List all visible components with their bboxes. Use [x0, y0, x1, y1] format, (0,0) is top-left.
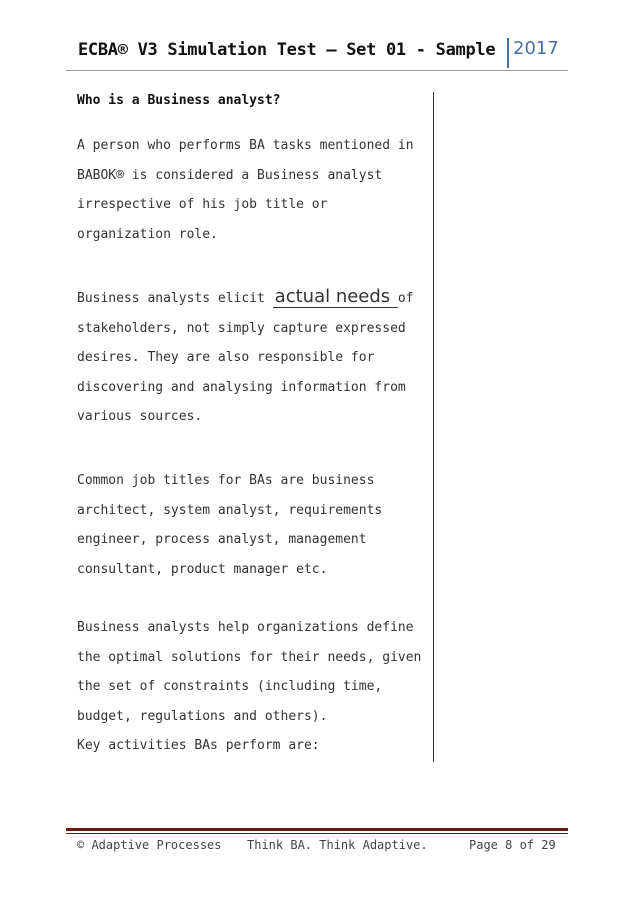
footer-copyright: © Adaptive Processes [77, 838, 222, 852]
footer-tagline: Think BA. Think Adaptive. [247, 838, 428, 852]
paragraph-key-activities: Key activities BAs perform are: [77, 738, 320, 753]
footer-rule-thin [66, 833, 568, 834]
footer-page-number: Page 8 of 29 [469, 838, 556, 852]
paragraph-definition: A person who performs BA tasks mentioned in BABOK® is considered a Business analyst irrespective of his job title or organization role. [77, 138, 414, 242]
fill-in-answer: actual needs [274, 286, 396, 307]
column-divider [433, 92, 434, 762]
paragraph-elicit [77, 282, 427, 432]
header-rule [66, 70, 568, 71]
footer-rule-thick [66, 828, 568, 831]
paragraph-elicit-start: Business analysts elicit [77, 291, 273, 306]
paragraph-solutions: Business analysts help organizations define the optimal solutions for their needs, given the set of constraints (including time, budget, regulations and others). [77, 620, 422, 724]
header-title: ECBA® V3 Simulation Test – Set 01 - Sample [78, 40, 496, 60]
header-year: 2017 [507, 38, 559, 68]
paragraph-job-titles: Common job titles for BAs are business architect, system analyst, requirements engineer, process analyst, management consultant, product manager etc. [77, 473, 383, 577]
section-heading: Who is a Business analyst? [77, 93, 281, 108]
paragraph-elicit-end: of stakeholders, not simply capture expressed desires. They are also responsible for discovering and analysing information from various sources. [77, 291, 414, 424]
